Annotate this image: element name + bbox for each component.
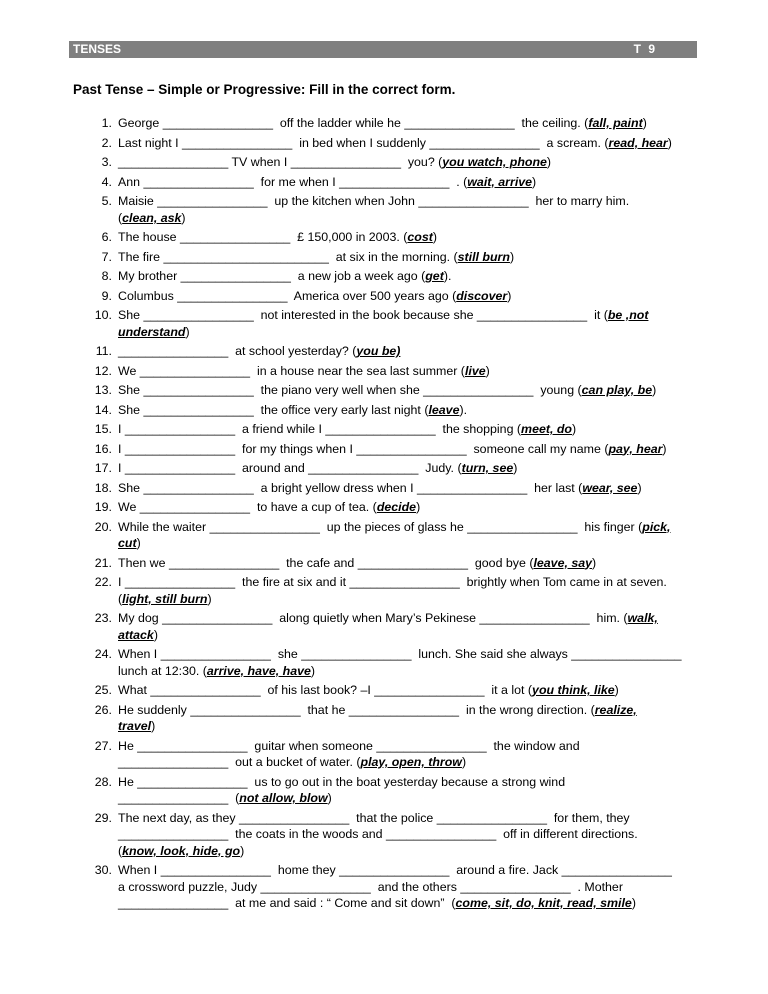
closing-punctuation: ) bbox=[136, 536, 141, 550]
exercise-sentence: She ________________ a bright yellow dress when I ________________ her last ( bbox=[118, 480, 583, 495]
exercise-sentence: I ________________ for my things when I ________________ someone call my name ( bbox=[118, 441, 609, 456]
exercise-item bbox=[88, 402, 698, 419]
closing-punctuation: ) bbox=[667, 135, 672, 150]
verb-hint: wear, see bbox=[582, 480, 638, 495]
verb-hint: discover bbox=[456, 288, 508, 303]
closing-punctuation: ) bbox=[637, 480, 642, 495]
exercise-sentence: When I ________________ she ________________ lunch. She said she always ________________ lunch at 12:30. ( bbox=[118, 647, 682, 678]
exercise-sentence: Maisie ________________ up the kitchen when John ________________ her to marry him. ( bbox=[118, 194, 630, 225]
exercise-item bbox=[88, 382, 698, 399]
closing-punctuation: ). bbox=[443, 269, 452, 283]
exercise-text bbox=[118, 230, 437, 244]
closing-punctuation: ) bbox=[572, 422, 577, 436]
closing-punctuation: ) bbox=[461, 755, 467, 769]
verb-hint: leave bbox=[428, 402, 460, 417]
verb-hint: cost bbox=[407, 230, 433, 244]
exercise-sentence: The house ________________ £ 150,000 in 2003. ( bbox=[118, 230, 408, 244]
exercise-number: 23. bbox=[94, 611, 112, 625]
exercise-sentence: Columbus ________________ America over 500 years ago ( bbox=[118, 288, 457, 303]
page-title: Past Tense – Simple or Progressive: Fill in the correct form. bbox=[73, 82, 456, 97]
exercise-number: 15. bbox=[94, 422, 112, 436]
exercise-text bbox=[118, 422, 576, 436]
exercise-number: 27. bbox=[94, 738, 112, 753]
exercise-text bbox=[118, 194, 629, 225]
closing-punctuation: ) bbox=[513, 461, 518, 475]
verb-hint: clean, ask bbox=[122, 210, 182, 225]
exercise-item bbox=[88, 307, 698, 340]
verb-hint: wait, arrive bbox=[467, 174, 533, 189]
verb-hint: be ,not understand bbox=[118, 308, 649, 339]
verb-hint: get bbox=[425, 269, 444, 283]
header-code: T 9 bbox=[633, 42, 657, 56]
exercise-number: 17. bbox=[94, 461, 112, 475]
exercise-number: 13. bbox=[94, 383, 112, 397]
exercise-sentence: George ________________ off the ladder while he ________________ the ceiling. ( bbox=[118, 116, 589, 130]
exercise-sentence: My dog ________________ along quietly when Mary’s Pekinese ________________ him. ( bbox=[118, 611, 628, 625]
exercise-sentence: My brother ________________ a new job a week ago ( bbox=[118, 269, 426, 283]
exercise-text bbox=[118, 442, 667, 456]
verb-hint: still burn bbox=[457, 249, 510, 264]
exercise-text bbox=[118, 383, 656, 397]
exercise-number: 19. bbox=[94, 500, 112, 514]
exercise-text bbox=[118, 481, 642, 495]
exercise-sentence: We ________________ to have a cup of tea. ( bbox=[118, 500, 377, 514]
exercise-sentence: I ________________ the fire at six and it ________________ brightly when Tom came in at seven. ( bbox=[118, 575, 667, 606]
exercise-item bbox=[88, 610, 698, 643]
exercise-number: 6. bbox=[101, 230, 112, 244]
exercise-item bbox=[88, 174, 698, 191]
exercise-text bbox=[118, 611, 658, 642]
exercise-text bbox=[118, 500, 420, 514]
exercise-item bbox=[88, 519, 698, 552]
exercise-item bbox=[88, 115, 698, 132]
exercise-item bbox=[88, 288, 698, 305]
exercise-item bbox=[88, 555, 698, 572]
exercise-text bbox=[118, 520, 671, 551]
closing-punctuation: ) bbox=[485, 363, 490, 378]
verb-hint: you watch, phone bbox=[442, 155, 547, 169]
exercise-number: 2. bbox=[101, 135, 112, 150]
exercise-item bbox=[88, 574, 698, 607]
verb-hint: walk, attack bbox=[118, 611, 658, 642]
verb-hint: meet, do bbox=[521, 422, 572, 436]
closing-punctuation: ) bbox=[416, 500, 421, 514]
verb-hint: light, still burn bbox=[122, 591, 208, 606]
exercise-item bbox=[88, 460, 698, 477]
exercise-item bbox=[88, 738, 698, 771]
exercise-sentence: I ________________ a friend while I ________________ the shopping ( bbox=[118, 422, 522, 436]
exercise-text bbox=[118, 575, 667, 606]
exercise-item bbox=[88, 343, 698, 360]
exercise-sentence: ________________ at school yesterday? ( bbox=[118, 344, 357, 358]
exercise-number: 4. bbox=[101, 174, 112, 189]
exercise-sentence: The next day, as they ________________ that the police ________________ for them, they ________________ the coats in the woods and ________________ off in different directions. ( bbox=[118, 810, 638, 858]
exercise-item bbox=[88, 154, 698, 171]
closing-punctuation: ). bbox=[459, 402, 468, 417]
exercise-item bbox=[88, 810, 698, 860]
exercise-number: 21. bbox=[94, 555, 112, 570]
exercise-item bbox=[88, 268, 698, 285]
exercise-number: 30. bbox=[94, 863, 112, 877]
verb-hint: leave, say bbox=[533, 555, 593, 570]
closing-punctuation: ) bbox=[592, 555, 597, 570]
verb-hint: you think, like bbox=[532, 683, 615, 697]
exercise-number: 9. bbox=[101, 288, 112, 303]
verb-hint: can play, be bbox=[581, 383, 653, 397]
exercise-number: 11. bbox=[95, 344, 112, 358]
exercise-text bbox=[118, 703, 637, 734]
exercise-item bbox=[88, 499, 698, 516]
verb-hint: decide bbox=[376, 500, 417, 514]
exercise-sentence: Then we ________________ the cafe and ________________ good bye ( bbox=[118, 555, 534, 570]
exercise-number: 12. bbox=[94, 363, 112, 378]
exercise-sentence: ________________ TV when I ________________ you? ( bbox=[118, 155, 443, 169]
verb-hint: come, sit, do, knit, read, smile bbox=[455, 896, 632, 910]
exercise-text bbox=[118, 364, 490, 378]
exercise-item bbox=[88, 646, 698, 679]
closing-punctuation: ) bbox=[310, 663, 316, 678]
exercise-sentence: He ________________ guitar when someone ________________ the window and ________________ out a bucket of water. ( bbox=[118, 738, 580, 769]
exercise-number: 24. bbox=[94, 647, 112, 661]
exercise-number: 18. bbox=[94, 480, 112, 495]
verb-hint: you be) bbox=[356, 344, 401, 358]
exercise-text bbox=[118, 461, 517, 475]
exercise-number: 10. bbox=[94, 308, 112, 322]
header-bar bbox=[69, 41, 697, 58]
exercise-text bbox=[118, 811, 638, 858]
exercise-sentence: While the waiter ________________ up the pieces of glass he ________________ his finger ( bbox=[118, 519, 643, 534]
exercise-text bbox=[118, 116, 647, 130]
exercise-sentence: She ________________ the office very early last night ( bbox=[118, 402, 429, 417]
exercise-list bbox=[88, 115, 698, 915]
closing-punctuation: ) bbox=[652, 383, 657, 397]
exercise-item bbox=[88, 229, 698, 246]
exercise-sentence: The fire ________________________ at six in the morning. ( bbox=[118, 249, 458, 264]
closing-punctuation: ) bbox=[509, 249, 515, 264]
closing-punctuation: ) bbox=[327, 791, 332, 805]
closing-punctuation: ) bbox=[181, 210, 186, 225]
exercise-number: 22. bbox=[94, 575, 112, 589]
header-topic: TENSES bbox=[73, 42, 122, 56]
exercise-item bbox=[88, 249, 698, 266]
exercise-number: 5. bbox=[101, 194, 112, 208]
verb-hint: fall, paint bbox=[588, 116, 643, 130]
exercise-item bbox=[88, 682, 698, 699]
exercise-sentence: I ________________ around and ________________ Judy. ( bbox=[118, 461, 462, 475]
exercise-text bbox=[118, 155, 551, 169]
closing-punctuation: ) bbox=[532, 174, 537, 189]
exercise-number: 20. bbox=[94, 519, 112, 534]
exercise-sentence: She ________________ not interested in the book because she ________________ it ( bbox=[118, 308, 608, 322]
exercise-sentence: What ________________ of his last book? –I ________________ it a lot ( bbox=[118, 683, 533, 697]
exercise-item bbox=[88, 421, 698, 438]
closing-punctuation: ) bbox=[240, 843, 245, 858]
exercise-sentence: Last night I ________________ in bed when I suddenly ________________ a scream. ( bbox=[118, 135, 609, 150]
exercise-sentence: He ________________ us to go out in the boat yesterday because a strong wind ________________ ( bbox=[118, 774, 566, 805]
exercise-text bbox=[118, 308, 648, 339]
exercise-text bbox=[118, 863, 672, 910]
exercise-sentence: He suddenly ________________ that he ________________ in the wrong direction. ( bbox=[118, 702, 595, 717]
exercise-number: 3. bbox=[101, 155, 112, 169]
closing-punctuation: ) bbox=[432, 230, 437, 244]
closing-punctuation: ) bbox=[546, 155, 552, 169]
exercise-number: 28. bbox=[94, 774, 112, 789]
exercise-number: 14. bbox=[94, 402, 112, 417]
exercise-sentence: She ________________ the piano very well when she ________________ young ( bbox=[118, 383, 582, 397]
exercise-text bbox=[118, 136, 672, 150]
exercise-item bbox=[88, 480, 698, 497]
exercise-text bbox=[118, 683, 619, 697]
closing-punctuation: ) bbox=[507, 288, 512, 303]
exercise-item bbox=[88, 862, 698, 912]
exercise-number: 25. bbox=[94, 683, 112, 697]
exercise-item bbox=[88, 441, 698, 458]
verb-hint: turn, see bbox=[461, 461, 514, 475]
exercise-text bbox=[118, 175, 536, 189]
verb-hint: know, look, hide, go bbox=[122, 843, 241, 858]
exercise-text bbox=[118, 344, 400, 358]
exercise-sentence: When I ________________ home they ________________ around a fire. Jack ________________ a crossword puzzle, Judy ________________ and the others ________________ . Mother ________________ at me and said : “ Come and sit down” ( bbox=[118, 863, 672, 910]
exercise-number: 8. bbox=[101, 269, 112, 283]
exercise-text bbox=[118, 269, 451, 283]
exercise-text bbox=[118, 739, 580, 770]
closing-punctuation: ) bbox=[642, 116, 647, 130]
exercise-number: 1. bbox=[101, 116, 112, 130]
closing-punctuation: ) bbox=[153, 627, 158, 642]
exercise-number: 29. bbox=[94, 810, 112, 825]
verb-hint: play, open, throw bbox=[360, 755, 462, 769]
exercise-text bbox=[118, 289, 511, 303]
closing-punctuation: ) bbox=[614, 683, 619, 697]
exercise-item bbox=[88, 774, 698, 807]
exercise-number: 16. bbox=[94, 441, 112, 456]
exercise-item bbox=[88, 702, 698, 735]
exercise-text bbox=[118, 647, 682, 678]
verb-hint: read, hear bbox=[608, 135, 668, 150]
verb-hint: arrive, have, have bbox=[206, 663, 311, 678]
exercise-sentence: Ann ________________ for me when I ________________ . ( bbox=[118, 174, 468, 189]
exercise-item bbox=[88, 363, 698, 380]
closing-punctuation: ) bbox=[207, 591, 212, 606]
exercise-text bbox=[118, 250, 514, 264]
closing-punctuation: ) bbox=[662, 441, 667, 456]
verb-hint: pick, cut bbox=[118, 519, 671, 550]
exercise-sentence: We ________________ in a house near the sea last summer ( bbox=[118, 363, 465, 378]
exercise-number: 26. bbox=[94, 702, 112, 717]
exercise-number: 7. bbox=[101, 249, 112, 264]
exercise-item bbox=[88, 135, 698, 152]
verb-hint: pay, hear bbox=[608, 441, 663, 456]
verb-hint: live bbox=[464, 363, 486, 378]
exercise-text bbox=[118, 775, 565, 806]
exercise-item bbox=[88, 193, 698, 226]
verb-hint: realize, travel bbox=[118, 702, 637, 733]
closing-punctuation: ) bbox=[631, 896, 636, 910]
exercise-text bbox=[118, 403, 467, 417]
verb-hint: not allow, blow bbox=[239, 791, 328, 805]
closing-punctuation: ) bbox=[185, 324, 190, 339]
exercise-text bbox=[118, 556, 596, 570]
closing-punctuation: ) bbox=[151, 719, 156, 733]
